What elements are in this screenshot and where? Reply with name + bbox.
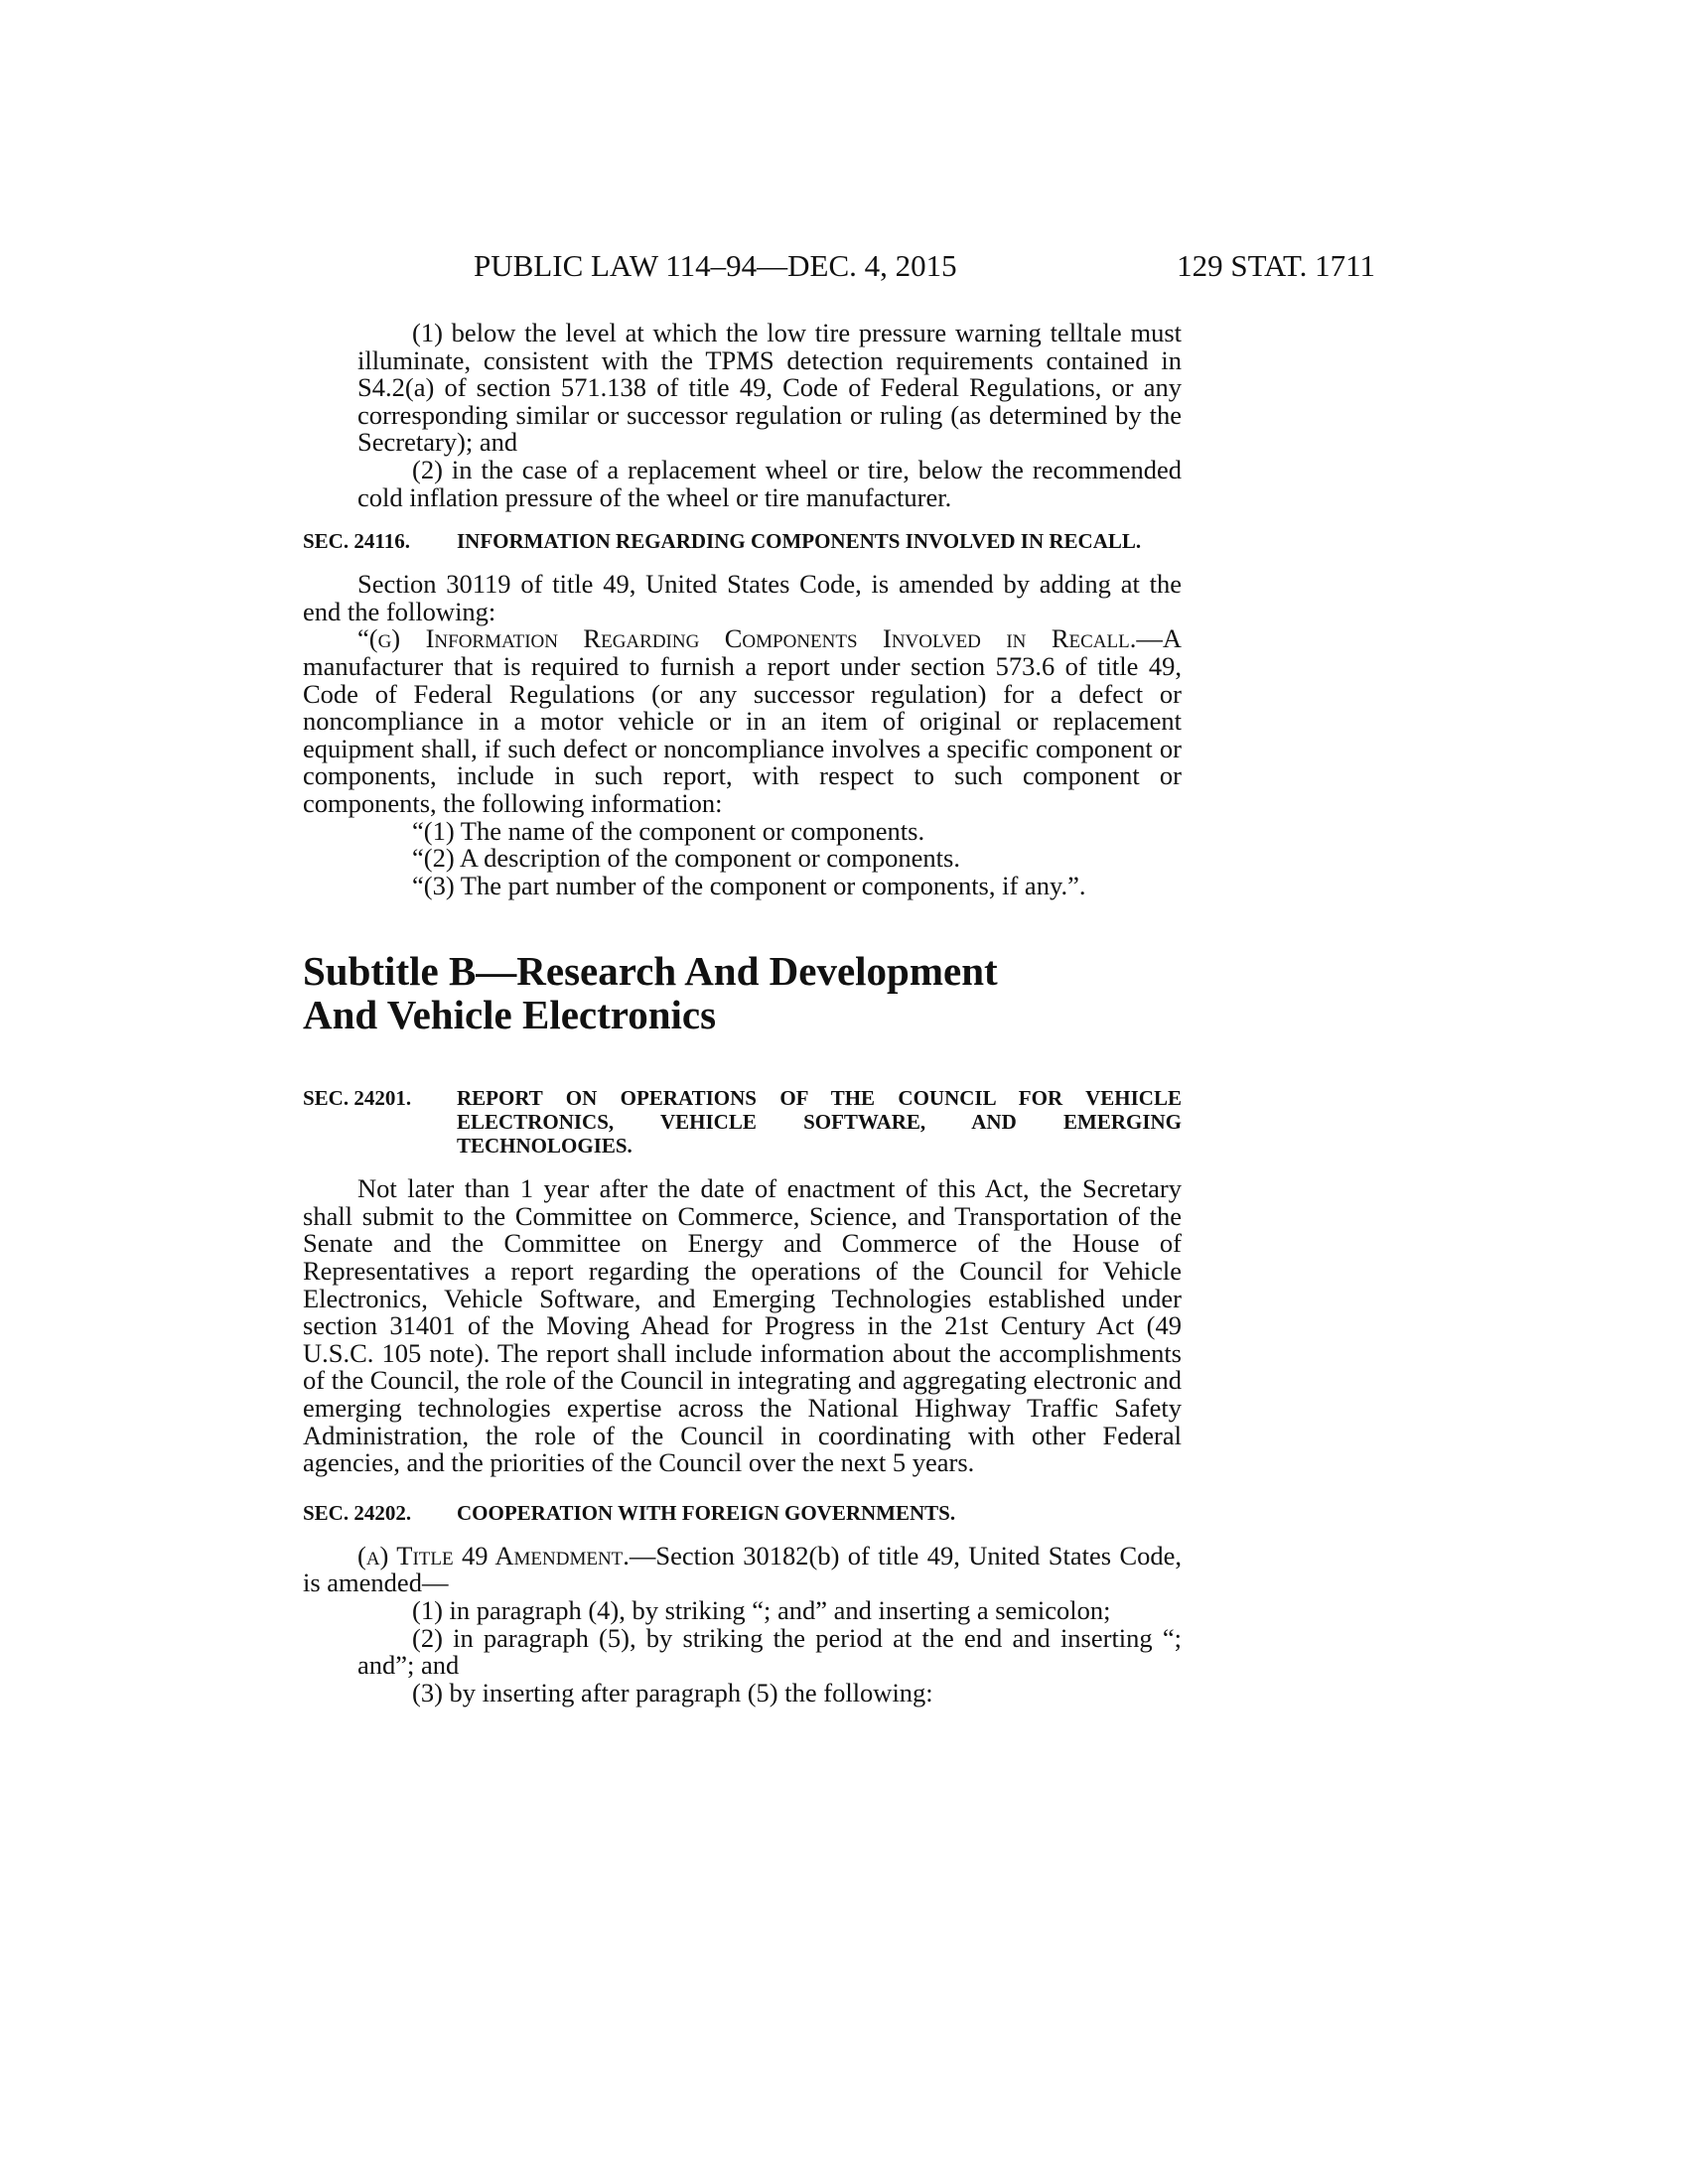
subsection-a-label: (a) Title 49 Amendment. (357, 1540, 630, 1570)
header-title: PUBLIC LAW 114–94—DEC. 4, 2015 (474, 248, 957, 283)
amendment-item-3: (3) by inserting after paragraph (5) the following: (412, 1677, 933, 1707)
section-heading-24201 (303, 1086, 1182, 1158)
amendment-item-1: (1) in paragraph (4), by striking “; and” and inserting a semicolon; (412, 1595, 1111, 1625)
section-title: COOPERATION WITH FOREIGN GOVERNMENTS. (457, 1500, 956, 1525)
paragraph-2-replacement-wheel: (2) in the case of a replacement wheel or tire, below the recommended cold inflation pressure of the wheel or tire manufacturer. (357, 454, 1182, 512)
subsection-a (303, 1540, 1183, 1598)
section-number: SEC. 24116. (303, 529, 410, 554)
subtitle-line-1: Subtitle B—Research And Development (303, 948, 998, 995)
section-number: SEC. 24202. (303, 1500, 412, 1525)
section-body-paragraph: Not later than 1 year after the date of enactment of this Act, the Secretary shall submit to the Committee on Commerce, Science, and Transportation of the Senate and the Committee on Energy and Commerce of the House of Representatives a report regarding the operations of the Council for Vehicle Electronics, Vehicle Software, and Emerging Technologies established under section 31401 of the Moving Ahead for Progress in the 21st Century Act (49 U.S.C. 105 note). The report shall include information about the accomplishments of the Council, the role of the Council in integrating and aggregating electronic and emerging technologies expertise across the National Highway Traffic Safety Administration, the role of the Council in coordinating with other Federal agencies, and the priorities of the Council over the next 5 years. (303, 1173, 1182, 1478)
subsection-g-label: “(g) Information Regarding Components Involved in Recall. (357, 623, 1137, 654)
page-number: 129 STAT. 1711 (1177, 248, 1375, 283)
section-title: INFORMATION REGARDING COMPONENTS INVOLVED IN RECALL. (457, 529, 1142, 554)
section-number: SEC. 24201. (303, 1086, 412, 1111)
list-item-3: “(3) The part number of the component or components, if any.”. (412, 870, 1086, 900)
subsection-g-text: —A manufacturer that is required to furnish a report under section 573.6 of title 49, Code of Federal Regulations (or any successor regulation) for a defect or noncompliance in a motor vehicle or in an item of original or replacement equipment shall, if such defect or noncompliance involves a specific component or components, include in such report, with respect to such component or components, the following information: (303, 623, 1182, 818)
subtitle-line-2: And Vehicle Electronics (303, 992, 717, 1038)
page-body (303, 320, 1182, 1706)
subsection-a-text: —Section 30182(b) of title 49, United States Code, is amended— (303, 1540, 1183, 1598)
paragraph-1-below-level: (1) below the level at which the low tire pressure warning telltale must illuminate, consistent with the TPMS detection requirements contained in S4.2(a) of section 571.138 of title 49, Code of Federal Regulations, or any corresponding similar or successor regulation or ruling (as determined by the Secretary); and (357, 318, 1182, 458)
subsection-g (303, 625, 1182, 817)
section-intro-paragraph: Section 30119 of title 49, United States Code, is amended by adding at the end the following: (303, 569, 1182, 626)
list-item-2: “(2) A description of the component or components. (412, 843, 960, 874)
section-heading-24202 (303, 1501, 1182, 1525)
section-heading-24116 (303, 529, 1182, 553)
section-title: REPORT ON OPERATIONS OF THE COUNCIL FOR VEHICLE ELECTRONICS, VEHICLE SOFTWARE, AND EMERGING TECHNOLOGIES. (457, 1086, 1182, 1159)
running-header (303, 248, 1375, 290)
list-item-1: “(1) The name of the component or components. (412, 815, 925, 846)
amendment-item-2: (2) in paragraph (5), by striking the period at the end and inserting “; and”; and (357, 1622, 1182, 1681)
